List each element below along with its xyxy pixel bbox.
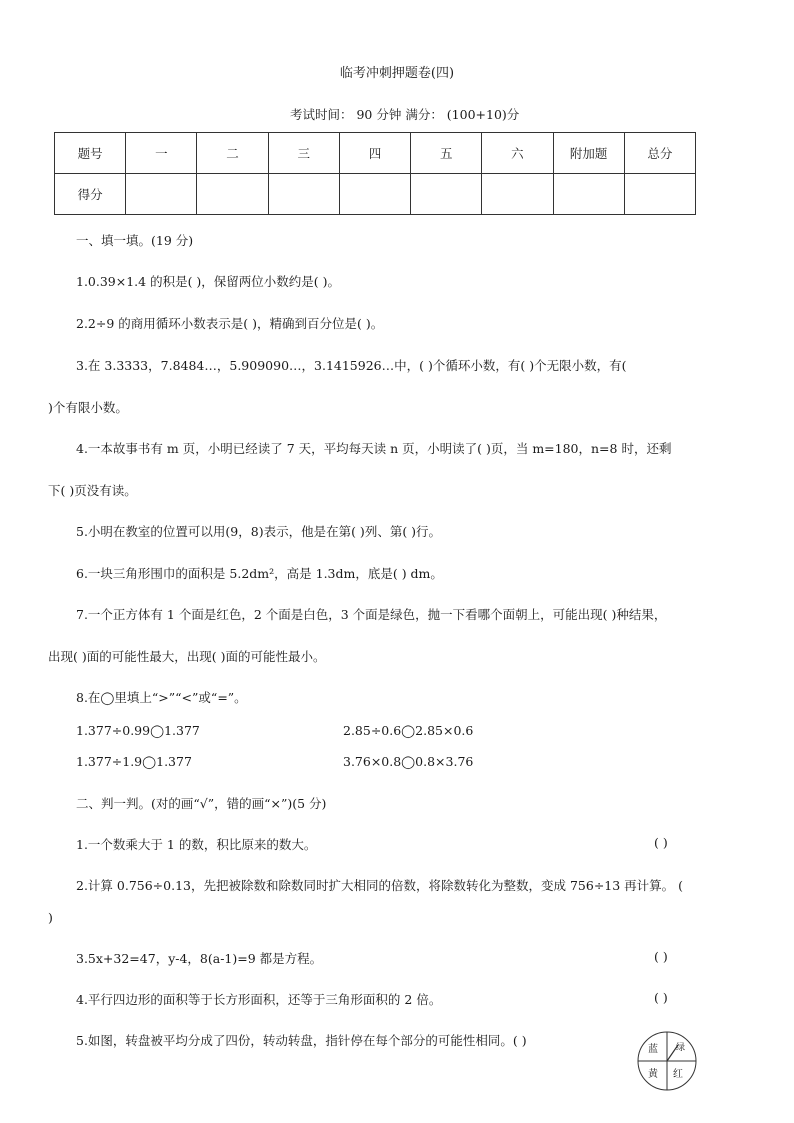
question-1-3: 3.在 3.3333，7.8484…，5.909090…，3.1415926…中，( )个循环小数，有( )个无限小数，有( [76,358,627,373]
judge-1: 1.一个数乘大于 1 的数，积比原来的数大。 [76,837,317,852]
exam-title: 临考冲刺押题卷(四) [339,66,455,81]
score-table-score-row [55,174,696,215]
score-cell[interactable] [624,174,695,215]
question-1-3-cont: )个有限小数。 [48,400,128,415]
judge-3-answer[interactable]: ( ) [654,949,668,964]
score-table [54,132,696,215]
compare-item: 3.76×0.8◯0.8×3.76 [343,754,474,769]
spinner-label-green: 绿 [676,1043,686,1053]
judge-5: 5.如图，转盘被平均分成了四份，转动转盘，指针停在每个部分的可能性相同。( ) [76,1033,527,1048]
spinner-label-blue: 蓝 [648,1044,658,1055]
spinner-figure [636,1030,698,1092]
score-cell[interactable] [482,174,553,215]
header-cell: 二 [197,133,268,174]
header-cell: 附加题 [553,133,624,174]
section2-heading: 二、判一判。(对的画“√”，错的画“×”)(5 分) [76,796,327,811]
question-1-7: 7.一个正方体有 1 个面是红色，2 个面是白色，3 个面是绿色，抛一下看哪个面朝上，可能出现( )种结果， [76,607,667,622]
score-table-header-row [55,133,696,174]
header-cell: 一 [126,133,197,174]
score-cell[interactable] [339,174,410,215]
judge-4-answer[interactable]: ( ) [654,990,668,1005]
header-cell: 六 [482,133,553,174]
header-cell: 五 [411,133,482,174]
question-1-1: 1.0.39×1.4 的积是( )，保留两位小数约是( )。 [76,274,341,289]
section1-heading: 一、填一填。(19 分) [76,233,194,248]
score-cell[interactable] [126,174,197,215]
header-cell: 总分 [624,133,695,174]
score-label-cell: 得分 [55,174,126,215]
compare-item: 1.377÷1.9◯1.377 [76,754,192,769]
spinner-label-yellow: 黄 [648,1069,658,1080]
header-cell: 四 [339,133,410,174]
compare-item: 2.85÷0.6◯2.85×0.6 [343,723,474,738]
question-1-2: 2.2÷9 的商用循环小数表示是( )，精确到百分位是( )。 [76,316,384,331]
header-cell: 三 [268,133,339,174]
judge-1-answer[interactable]: ( ) [654,835,668,850]
spinner-label-red: 红 [673,1069,683,1080]
compare-item: 1.377÷0.99◯1.377 [76,723,200,738]
question-1-4-cont: 下( )页没有读。 [48,483,137,498]
judge-2-cont[interactable]: ) [48,910,53,925]
question-1-6: 6.一块三角形围巾的面积是 5.2dm²，高是 1.3dm，底是( ) dm。 [76,566,443,581]
judge-3: 3.5x+32=47，y-4，8(a-1)=9 都是方程。 [76,951,323,966]
score-cell[interactable] [411,174,482,215]
question-1-8: 8.在◯里填上“>”“<”或“=”。 [76,690,247,705]
exam-meta: 考试时间： 90 分钟 满分： (100+10)分 [290,107,520,122]
score-cell[interactable] [197,174,268,215]
question-1-5: 5.小明在教室的位置可以用(9，8)表示，他是在第( )列、第( )行。 [76,524,442,539]
header-cell: 题号 [55,133,126,174]
question-1-4: 4.一本故事书有 m 页，小明已经读了 7 天，平均每天读 n 页，小明读了( )页，当 m=180，n=8 时，还剩 [76,441,672,456]
score-cell[interactable] [268,174,339,215]
question-1-7-cont: 出现( )面的可能性最大，出现( )面的可能性最小。 [48,649,326,664]
judge-4: 4.平行四边形的面积等于长方形面积，还等于三角形面积的 2 倍。 [76,992,442,1007]
judge-2: 2.计算 0.756÷0.13，先把被除数和除数同时扩大相同的倍数，将除数转化为整数，变成 756÷13 再计算。 ( [76,878,684,893]
score-cell[interactable] [553,174,624,215]
